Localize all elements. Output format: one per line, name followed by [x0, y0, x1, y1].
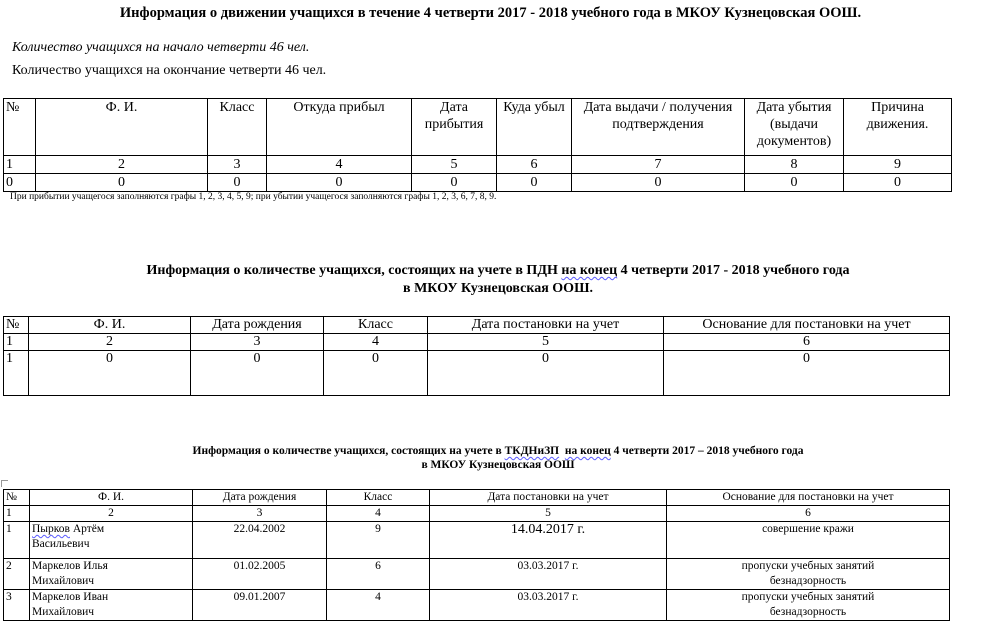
number-cell: 5: [428, 334, 664, 351]
number-cell: 2: [36, 156, 208, 174]
title-text: Информация о количестве учащихся, состоящих на учете в: [192, 445, 505, 457]
class-cell: 4: [327, 590, 430, 621]
column-number-row: [4, 156, 952, 174]
table-cell: 0: [664, 351, 950, 396]
registration-date: 03.03.2017 г.: [430, 590, 667, 621]
header-cell: Дата рождения: [191, 317, 324, 334]
header-cell: Дата рождения: [193, 490, 327, 506]
header-cell: Ф. И.: [36, 99, 208, 156]
header-cell: №: [4, 99, 36, 156]
column-number-row: [4, 506, 950, 522]
pdn-table: [3, 316, 950, 396]
table-cell: 0: [497, 174, 572, 192]
header-cell: Откуда прибыл: [267, 99, 412, 156]
count-start: Количество учащихся на начало четверти 46 чел.: [12, 40, 310, 55]
header-cell: Ф. И.: [30, 490, 193, 506]
surname: Маркелов: [32, 591, 81, 603]
registration-date: 14.04.2017 г.: [430, 522, 667, 559]
number-cell: 3: [193, 506, 327, 522]
number-cell: 6: [667, 506, 950, 522]
tkdnizp-section-title: [0, 444, 981, 472]
title-text: на конец: [564, 445, 611, 457]
table-cell: 1: [4, 522, 30, 559]
header-cell: Класс: [208, 99, 267, 156]
pdn-section-title: [0, 262, 981, 298]
header-cell: Дата выдачи / получения подтверждения: [572, 99, 745, 156]
header-cell: Основание для постановки на учет: [664, 317, 950, 334]
surname: Маркелов: [32, 560, 81, 572]
student-name: [30, 559, 193, 590]
number-cell: 6: [497, 156, 572, 174]
table-header-row: [4, 99, 952, 156]
table-row: [4, 174, 952, 192]
table-header-row: [4, 490, 950, 506]
tkdnizp-title-line2: в МКОУ Кузнецовская ООШ: [421, 459, 575, 471]
basis-line2: безнадзорность: [769, 575, 847, 587]
margin-mark: [1, 480, 8, 487]
table-cell: 0: [4, 174, 36, 192]
table-cell: 0: [29, 351, 191, 396]
number-cell: 4: [267, 156, 412, 174]
class-cell: 9: [327, 522, 430, 559]
number-cell: 5: [430, 506, 667, 522]
number-cell: 3: [208, 156, 267, 174]
basis-cell: [667, 559, 950, 590]
number-cell: 4: [324, 334, 428, 351]
page-title: Информация о движении учащихся в течение 4 четверти 2017 - 2018 учебного года в МКОУ Кузнецовская ООШ.: [119, 5, 862, 21]
given-name: Артём: [69, 523, 105, 535]
name-line1: [32, 522, 190, 537]
birth-date: 01.02.2005: [193, 559, 327, 590]
header-cell: Дата убытия (выдачи документов): [745, 99, 844, 156]
tkdnizp-table: [3, 489, 950, 621]
basis-cell: [667, 522, 950, 559]
table-cell: 0: [428, 351, 664, 396]
table-cell: 0: [412, 174, 497, 192]
table-header-row: [4, 317, 950, 334]
header-cell: Дата постановки на учет: [428, 317, 664, 334]
basis-cell: [667, 590, 950, 621]
registration-date: 03.03.2017 г.: [430, 559, 667, 590]
pdn-title-line2: в МКОУ Кузнецовская ООШ.: [403, 281, 593, 296]
name-line1: [32, 559, 190, 574]
column-number-row: [4, 334, 950, 351]
title-text: Информация о количестве учащихся, состоящих на учете в ПДН: [146, 263, 562, 278]
movement-table: [3, 98, 952, 192]
table-cell: 0: [324, 351, 428, 396]
table-cell: 0: [267, 174, 412, 192]
number-cell: 1: [4, 506, 30, 522]
number-cell: 2: [29, 334, 191, 351]
tkdnizp-title-line1: [0, 444, 981, 458]
table-cell: 0: [572, 174, 745, 192]
number-cell: 9: [844, 156, 952, 174]
header-cell: Класс: [324, 317, 428, 334]
header-cell: Основание для постановки на учет: [667, 490, 950, 506]
number-cell: 3: [191, 334, 324, 351]
header-cell: Класс: [327, 490, 430, 506]
table-cell: 3: [4, 590, 30, 621]
table-cell: 0: [844, 174, 952, 192]
table-row: [4, 351, 950, 396]
name-line2: Михайлович: [32, 575, 95, 587]
name-line2: Васильевич: [32, 538, 90, 550]
student-name: [30, 590, 193, 621]
table-cell: 1: [4, 351, 29, 396]
basis-line1: пропуски учебных занятий: [741, 591, 875, 603]
class-cell: 6: [327, 559, 430, 590]
header-cell: Причина движения.: [844, 99, 952, 156]
number-cell: 1: [4, 334, 29, 351]
header-cell: Дата прибытия: [412, 99, 497, 156]
number-cell: 5: [412, 156, 497, 174]
number-cell: 1: [4, 156, 36, 174]
table-cell: 0: [208, 174, 267, 192]
number-cell: 4: [327, 506, 430, 522]
table-cell: 0: [745, 174, 844, 192]
header-cell: Куда убыл: [497, 99, 572, 156]
table-cell: 0: [36, 174, 208, 192]
title-text: 4 четверти 2017 - 2018 учебного года: [617, 263, 850, 278]
title-text: на конец: [561, 263, 618, 278]
table-cell: 0: [191, 351, 324, 396]
title-text: 4 четверти 2017 – 2018 учебного года: [610, 445, 804, 457]
given-name: Илья: [80, 560, 108, 572]
basis-line1: совершение кражи: [762, 523, 854, 535]
pdn-title-line1: [0, 262, 981, 280]
header-cell: Дата постановки на учет: [430, 490, 667, 506]
header-cell: №: [4, 317, 29, 334]
basis-line1: пропуски учебных занятий: [741, 560, 875, 572]
table-row: [4, 522, 950, 559]
number-cell: 8: [745, 156, 844, 174]
table-row: [4, 590, 950, 621]
basis-line2: безнадзорность: [769, 606, 847, 618]
title-text: ТКДНиЗП: [504, 445, 560, 457]
name-line1: [32, 590, 190, 605]
header-cell: №: [4, 490, 30, 506]
birth-date: 09.01.2007: [193, 590, 327, 621]
given-name: Иван: [80, 591, 109, 603]
surname: Пырков: [32, 523, 70, 535]
table-row: [4, 559, 950, 590]
count-end: Количество учащихся на окончание четверти 46 чел.: [12, 63, 327, 78]
table-cell: 2: [4, 559, 30, 590]
student-name: [30, 522, 193, 559]
fill-note: При прибытии учащегося заполняются графы 1, 2, 3, 4, 5, 9; при убытии учащегося заполняются графы 1, 2, 3, 6, 7, 8, 9.: [10, 192, 497, 202]
number-cell: 6: [664, 334, 950, 351]
number-cell: 2: [30, 506, 193, 522]
number-cell: 7: [572, 156, 745, 174]
header-cell: Ф. И.: [29, 317, 191, 334]
birth-date: 22.04.2002: [193, 522, 327, 559]
name-line2: Михайлович: [32, 606, 95, 618]
